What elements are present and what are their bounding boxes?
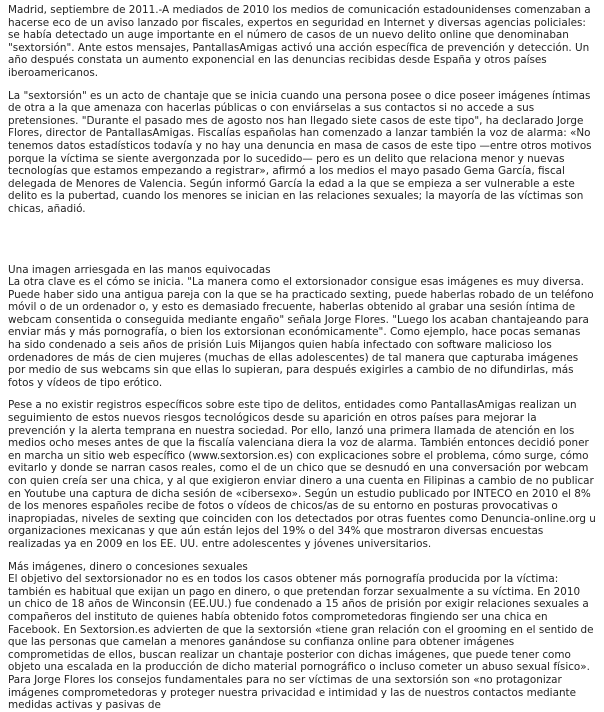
spacer (8, 551, 596, 561)
paragraph-definition: La "sextorsión" es un acto de chantaje que se inicia cuando una persona posee o dice poseer imágenes íntimas de otra a la que amenaza con hacerlas públicas o con enviárselas a sus contactos si no accede a sus pretensiones. "Durante el pasado mes de agosto nos han llegado siete casos de este tipo", ha declarado Jorge Flores, director de PantallasAmigas. Fiscalías españolas han comenzado a lanzar también la voz de alarma: «No tenemos datos estadísticos todavía y no hay una denuncia en masa de casos de este tipo —entre otros motivos porque la víctima se siente avergonzada por lo sucedido— pero es un delito que relaciona menor y nuevas tecnologías que estamos empezando a registrar», afirmó a los medios el mayo pasado Gema García, fiscal delegada de Menores de Valencia. Según informó García la edad a la que se empieza a ser vulnerable a este delito es la pubertad, cuando los menores se inician en las relaciones sexuales; la mayoría de las víctimas son chicas, añadió. (8, 89, 592, 215)
spacer (8, 216, 596, 264)
spacer (8, 80, 596, 90)
paragraph-objective: El objetivo del sextorsionador no es en todos los casos obtener más pornografía producida por la víctima: también es habitual que exijan un pago en dinero, o que pretendan forzar sexualmente a su víctima. En 2010 un chico de 18 años de Winconsin (EE.UU.) fue condenado a 15 años de prisión por exigir relaciones sexuales a compañeros del instituto de quienes había obtenido fotos comprometedoras fingiendo ser una chica en Facebook. En Sextorsion.es advierten de que la sextorsión «tiene gran relación con el grooming en el sentido de que las personas que camelan a menores ganándose su confianza online para obtener imágenes comprometidas de ellos, buscan realizar un chantaje posterior con dichas imágenes, que puede tener como objeto una escalada en la producción de dicho material pornográfico o incluso cometer un abuso sexual físico». Para Jorge Flores los consejos fundamentales para no ser víctimas de una sextorsión son «no protagonizar imágenes comprometedoras y proteger nuestra privacidad e intimidad y las de nuestros contactos mediante medidas activas y pasivas de (8, 573, 594, 712)
section-heading-risky-image: Una imagen arriesgada en las manos equivocadas (8, 263, 271, 276)
paragraph-records: Pese a no existir registros específicos sobre este tipo de delitos, entidades como PantallasAmigas realizan un seguimiento de estos nuevos riesgos tecnológicos desde su aparición en otros países para mejorar la prevención y la alerta temprana en nuestra sociedad. Por ello, lanzó una primera llamada de atención en los medios ocho meses antes de que la fiscalía valenciana diera la voz de alarma. También entonces decidió poner en marcha un sitio web específico (www.sextorsion.es) con explicaciones sobre el problema, cómo surge, cómo evitarlo y donde se narran casos reales, como el de un chico que se desnudó en una conversación por webcam con quien creía ser una chica, y al que exigieron enviar dinero a una cuenta en Filipinas a cambio de no publicar en Youtube una captura de dicha sesión de «cibersexo». Según un estudio publicado por INTECO en 2010 el 8% de los menores españoles recibe de fotos o vídeos de chicos/as de su entorno en posturas provocativas o inapropiadas, niveles de sexting que coinciden con los detectados por otras fuentes como Denuncia-online.org u organizaciones mexicanas y que aún están lejos del 19% o del 34% que mostraron diversas encuestas realizadas ya en 2009 en los EE. UU. entre adolescentes y jóvenes universitarios. (8, 399, 596, 550)
spacer (8, 389, 596, 399)
paragraph-how-it-starts: La otra clave es el cómo se inicia. "La manera como el extorsionador consigue esas imágenes es muy diversa. Puede haber sido una antigua pareja con la que se ha practicado sexting, puede haberlas robado de un teléfono móvil o de un ordenador o, y esto es demasiado frecuente, haberlas obtenido al grabar una sesión íntima de webcam consentida o conseguida mediante engaño" señala Jorge Flores. "Luego los acaban chantajeando para enviar más y más pornografía, o bien los extorsionan económicamente". Como ejemplo, hace pocas semanas ha sido condenado a seis años de prisión Luis Mijangos quien había infectado con software malicioso los ordenadores de más de cien mujeres (muchas de ellas adolescentes) de tal manera que capturaba imágenes por medio de sus webcams sin que ellas lo supieran, para después exigirles a cambio de no difundirlas, más fotos y vídeos de tipo erótico. (8, 276, 594, 389)
section-heading-more-images: Más imágenes, dinero o concesiones sexuales (8, 560, 248, 573)
paragraph-intro: Madrid, septiembre de 2011.-A mediados de 2010 los medios de comunicación estadounidenses comenzaban a hacerse eco de un aviso lanzado por fiscales, expertos en seguridad en Internet y diversas agencias policiales: se había detectado un auge importante en el número de casos de un nuevo delito online que denominaban "sextorsión". Ante estos mensajes, PantallasAmigas activó una acción específica de prevención y detección. Un año después constata un aumento exponencial en las denuncias recibidas desde España y otros países iberoamericanos. (8, 4, 591, 79)
